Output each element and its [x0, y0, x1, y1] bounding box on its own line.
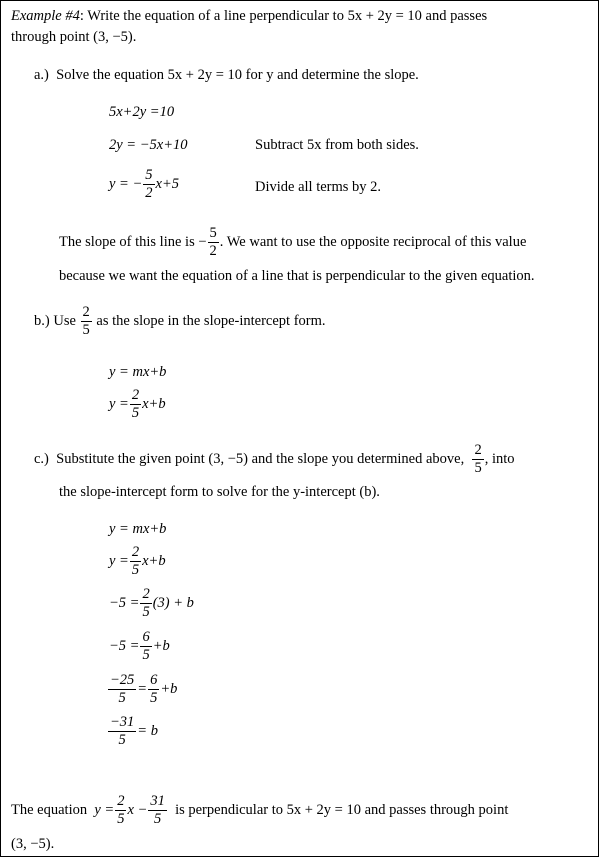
fraction-denominator: 5: [131, 404, 140, 421]
part-a-eq3-right: x+5: [155, 175, 179, 192]
part-c-eq6-right: = b: [137, 722, 158, 739]
fraction-denominator: 5: [153, 810, 162, 827]
fraction-numerator: 5: [145, 167, 153, 183]
part-c-eq5-left-fraction: [108, 673, 136, 705]
part-c-eq4-fraction: [140, 630, 151, 662]
part-b-eq2-fraction: [130, 388, 141, 420]
part-b-instruction: [34, 305, 326, 337]
fraction-denominator: 5: [150, 689, 158, 706]
fraction-numerator: 2: [131, 387, 140, 403]
part-c-eq5: [107, 673, 177, 705]
part-b-eq2: [109, 388, 166, 420]
slope-fraction: [208, 226, 219, 258]
part-b-use: Use: [53, 312, 76, 329]
conclusion-prefix: The equation: [11, 801, 88, 818]
fraction-numerator: 2: [474, 442, 482, 458]
part-c-eq5-right: +b: [160, 680, 178, 697]
fraction-numerator: −25: [110, 672, 135, 688]
fraction-numerator: −31: [110, 714, 135, 730]
part-c-eq2-fraction: [130, 545, 141, 577]
fraction-denominator: 5: [118, 689, 126, 706]
example-text-line2: through point (3, −5).: [11, 29, 137, 45]
part-a-text: Solve the equation 5x + 2y = 10 for y and determine the slope.: [56, 67, 419, 83]
part-c-eq2-right: x+b: [142, 552, 166, 569]
fraction-numerator: 5: [209, 225, 217, 241]
part-b-eq2-left: y =: [109, 395, 129, 412]
conclusion-mid: x −: [127, 801, 148, 818]
part-c-eq2-left: y =: [109, 552, 129, 569]
fraction-numerator: 2: [131, 544, 140, 560]
part-c-eq3-fraction: [140, 587, 151, 619]
fraction-denominator: 2: [145, 184, 153, 201]
part-c-fraction: [472, 443, 483, 475]
fraction-numerator: 6: [142, 629, 150, 645]
part-c-eq6: [107, 715, 158, 747]
fraction-numerator: 2: [82, 304, 90, 320]
part-c-eq4-left: −5 =: [109, 637, 140, 654]
slope-statement: [59, 226, 526, 258]
fraction-denominator: 5: [142, 646, 150, 663]
part-a-instruction: [34, 67, 419, 84]
example-heading: [11, 8, 487, 25]
part-b-fraction: [81, 305, 92, 337]
conclusion-suffix: is perpendicular to 5x + 2y = 10 and passes through point: [175, 801, 509, 818]
slope-statement-line2: because we want the equation of a line that is perpendicular to the given equation.: [59, 268, 535, 284]
conclusion-fraction-2: [148, 794, 167, 826]
part-c-eq2: [109, 545, 166, 577]
part-a-eq3: [109, 168, 179, 200]
part-c-eq4: [109, 630, 170, 662]
part-a-eq1: 5x+2y =10: [109, 104, 175, 120]
fraction-numerator: 2: [142, 586, 150, 602]
part-b-text: as the slope in the slope-intercept form.: [96, 312, 326, 329]
part-b-label: b.): [34, 312, 50, 329]
part-c-text: Substitute the given point (3, −5) and the slope you determined above,: [56, 450, 465, 467]
part-a-eq3-fraction: [143, 168, 154, 200]
part-c-eq3-right: (3) + b: [152, 594, 194, 611]
fraction-denominator: 2: [209, 242, 217, 259]
fraction-denominator: 5: [118, 731, 126, 748]
fraction-numerator: 6: [150, 672, 158, 688]
fraction-denominator: 5: [117, 810, 125, 827]
conclusion-line2: (3, −5).: [11, 836, 55, 852]
fraction-denominator: 5: [131, 561, 140, 578]
part-c-eq1: y = mx+b: [109, 521, 167, 537]
fraction-denominator: 5: [142, 603, 150, 620]
part-a-eq3-note: Divide all terms by 2.: [255, 179, 382, 195]
slope-prefix: The slope of this line is: [59, 233, 195, 250]
part-a-eq2: 2y = −5x+10: [109, 137, 188, 153]
slope-suffix: . We want to use the opposite reciprocal of this value: [219, 233, 527, 250]
conclusion-y: y =: [94, 801, 115, 818]
part-c-eq4-right: +b: [152, 637, 170, 654]
fraction-denominator: 5: [82, 321, 90, 338]
part-c-eq5-right-fraction: [148, 673, 159, 705]
part-c-text-end: , into: [484, 450, 515, 467]
example-label: Example #4: [11, 8, 80, 24]
fraction-numerator: 2: [117, 793, 125, 809]
fraction-numerator: 31: [150, 793, 165, 809]
part-b-eq1: y = mx+b: [109, 364, 167, 380]
slope-sign: −: [198, 233, 207, 250]
part-b-eq2-right: x+b: [142, 395, 166, 412]
part-c-eq3: [109, 587, 194, 619]
part-c-instruction: [34, 443, 515, 475]
part-a-label: a.): [34, 67, 49, 83]
part-c-label: c.): [34, 450, 49, 467]
example-text: : Write the equation of a line perpendicular to 5x + 2y = 10 and passes: [79, 8, 488, 24]
part-a-eq3-left: y = −: [109, 175, 143, 192]
part-c-text-line2: the slope-intercept form to solve for the y-intercept (b).: [59, 484, 380, 500]
part-c-eq3-left: −5 =: [109, 594, 140, 611]
part-a-eq2-note: Subtract 5x from both sides.: [255, 137, 419, 153]
conclusion-statement: [11, 794, 508, 826]
fraction-denominator: 5: [474, 459, 482, 476]
conclusion-fraction-1: [115, 794, 126, 826]
part-c-eq5-equals: =: [137, 680, 148, 697]
part-c-eq6-fraction: [108, 715, 136, 747]
